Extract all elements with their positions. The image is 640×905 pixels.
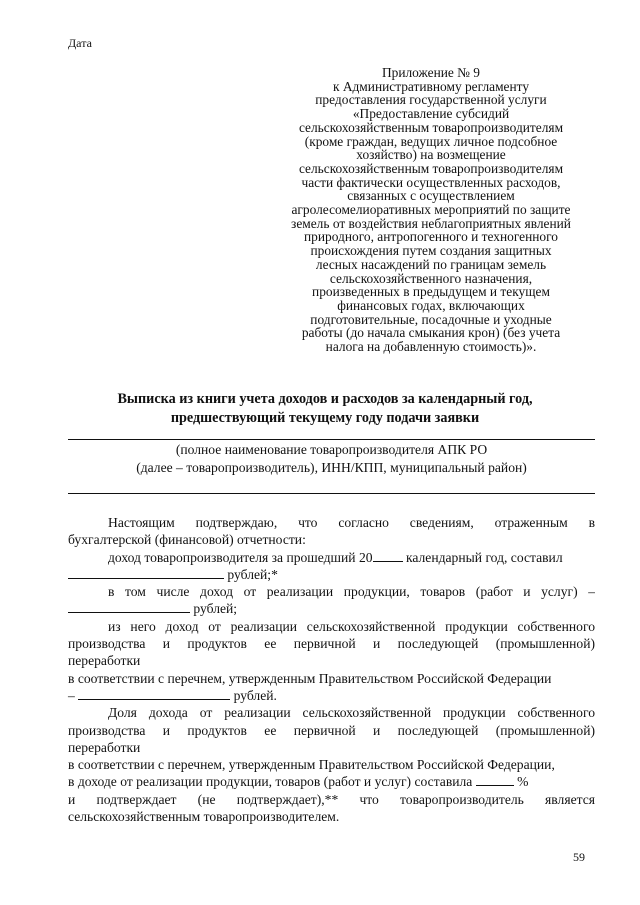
- appendix-line: части фактически осуществленных расходов,: [301, 174, 561, 190]
- amount-blank: [68, 566, 224, 579]
- appendix-line: сельскохозяйственным товаропроизводителям: [298, 160, 564, 176]
- body-line: Настоящим подтверждаю, что согласно сведениям, отраженным в: [108, 515, 595, 530]
- producer-caption-line-2: (далее – товаропроизводитель), ИНН/КПП, муниципальный район): [136, 460, 527, 475]
- appendix-line: «Предоставление субсидий: [352, 106, 510, 122]
- amount-blank: [68, 600, 190, 613]
- income-total-line: [68, 549, 595, 566]
- appendix-line: сельскохозяйственного назначения,: [329, 270, 533, 286]
- appendix-line: работы (до начала смыкания крон) (без учета: [301, 325, 561, 341]
- share-percent-line: [68, 773, 595, 790]
- appendix-line: налога на добавленную стоимость)».: [325, 339, 537, 355]
- body-text: –: [68, 687, 75, 703]
- year-blank: [373, 549, 403, 562]
- appendix-line: происхождения путем создания защитных: [310, 243, 552, 259]
- body-text: календарный год, составил: [405, 549, 563, 565]
- appendix-line: сельскохозяйственным товаропроизводителям: [298, 119, 564, 135]
- appendix-line: лесных насаждений по границам земель: [315, 256, 547, 272]
- body-line: в соответствии с перечнем, утвержденным Правительством Российской Федерации,: [68, 757, 555, 773]
- amount-blank: [78, 687, 230, 700]
- appendix-line: произведенных в предыдущем и текущем: [312, 284, 550, 300]
- appendix-line: агролесомелиоративных мероприятий по защите: [291, 202, 571, 218]
- date-label: Дата: [68, 36, 92, 50]
- document-title-line-2: предшествующий текущему году подачи заявки: [170, 410, 480, 426]
- agri-income-amount-line: [68, 687, 595, 704]
- appendix-line: связанных с осуществлением: [347, 188, 515, 204]
- percent-blank: [476, 773, 514, 786]
- appendix-header: [258, 66, 604, 354]
- appendix-line: подготовительные, посадочные и уходные: [310, 311, 552, 327]
- producer-caption-line-1: (полное наименование товаропроизводителя АПК РО: [175, 442, 488, 457]
- income-total-amount-line: [68, 566, 595, 583]
- appendix-line: земель от воздействия неблагоприятных явлений: [291, 215, 571, 231]
- document-title: [40, 390, 610, 428]
- body-line: производства и продуктов ее первичной и последующей (промышленной): [68, 636, 595, 652]
- body-text: рублей;: [193, 601, 238, 617]
- body-text: рублей;*: [227, 566, 278, 582]
- caption-divider: [68, 493, 595, 494]
- body-line: производства и продуктов ее первичной и последующей (промышленной): [68, 722, 595, 738]
- body-line: из него доход от реализации сельскохозяйственной продукции собственного: [108, 618, 595, 634]
- body-line: бухгалтерской (финансовой) отчетности:: [68, 532, 306, 548]
- body-text: доход товаропроизводителя за прошедший 20: [108, 549, 373, 565]
- producer-name-fill-line: [68, 439, 595, 440]
- body-line: и подтверждает (не подтверждает),** что товаропроизводитель является: [68, 791, 595, 807]
- appendix-line: Приложение № 9: [381, 65, 481, 80]
- sales-income-amount-line: [68, 600, 595, 617]
- document-title-line-1: Выписка из книги учета доходов и расходов за календарный год,: [117, 391, 533, 407]
- body-line: переработки: [68, 653, 141, 669]
- producer-caption: [68, 441, 595, 477]
- body-text: рублей.: [233, 687, 277, 703]
- appendix-line: хозяйство) на возмещение: [356, 147, 506, 163]
- appendix-line: финансовых годах, включающих: [337, 297, 525, 313]
- body-text: %: [517, 774, 529, 790]
- body-line: сельскохозяйственным товаропроизводителем.: [68, 809, 340, 825]
- appendix-line: предоставления государственной услуги: [315, 92, 547, 108]
- appendix-line: (кроме граждан, ведущих личное подсобное: [304, 133, 558, 149]
- appendix-line: природного, антропогенного и техногенного: [304, 229, 558, 245]
- appendix-line: к Административному регламенту: [332, 78, 530, 94]
- page-number: 59: [573, 850, 585, 864]
- body-line: переработки: [68, 739, 141, 755]
- body-line: в том числе доход от реализации продукции, товаров (работ и услуг) –: [108, 584, 595, 600]
- statement-body: [68, 514, 595, 825]
- body-line: в соответствии с перечнем, утвержденным Правительством Российской Федерации: [68, 670, 552, 686]
- body-text: в доходе от реализации продукции, товаров (работ и услуг) составила: [68, 774, 473, 790]
- body-line: Доля дохода от реализации сельскохозяйственной продукции собственного: [108, 705, 595, 721]
